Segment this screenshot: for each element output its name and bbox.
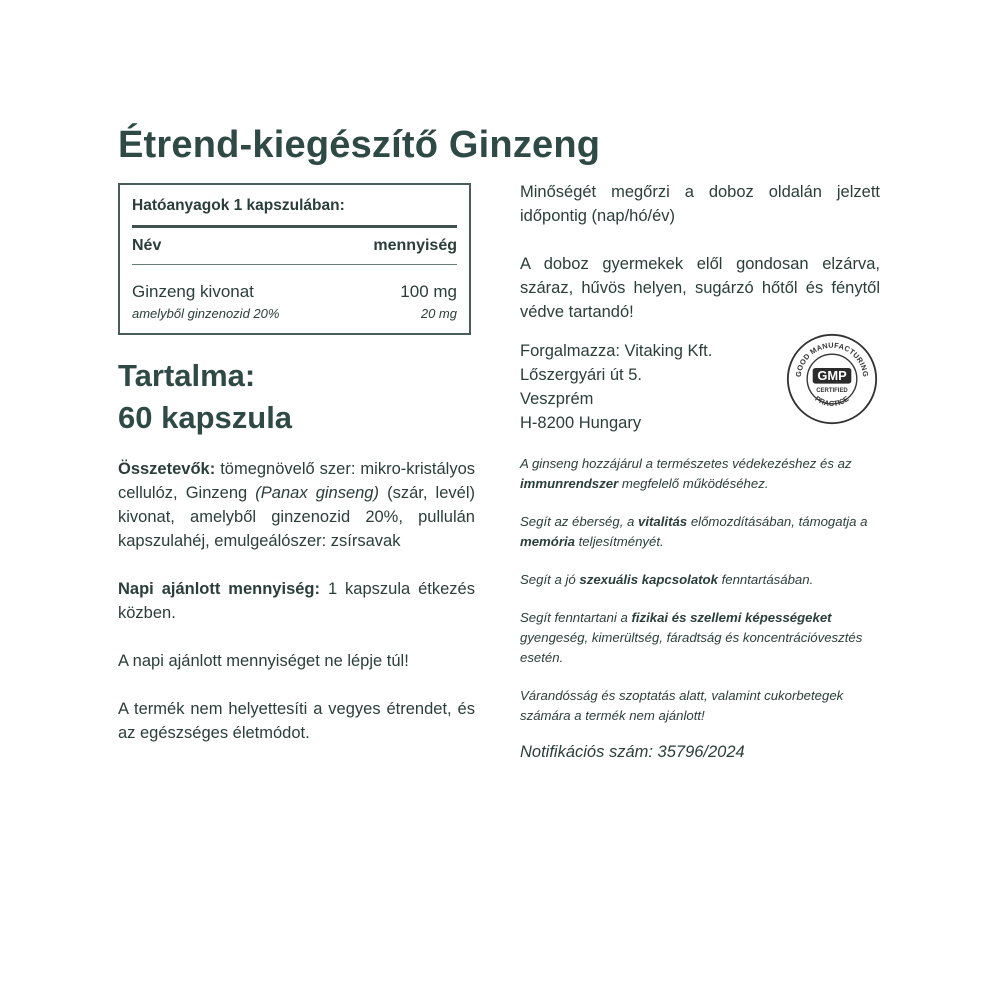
badge-sub-text: CERTIFIED xyxy=(816,387,848,394)
ingredients-paragraph xyxy=(118,457,475,553)
latin-name: (Panax ginseng) xyxy=(255,484,379,502)
column-name-header: Név xyxy=(132,237,162,254)
claim-text: gyengeség, kimerültség, fáradtság és koncentrációvesztés esetén. xyxy=(520,630,863,665)
claim-emphasis: immunrendszer xyxy=(520,476,619,491)
claim-immune xyxy=(520,454,880,494)
gmp-certified-icon xyxy=(786,333,878,425)
claim-warning: Várandósság és szoptatás alatt, valamint cukorbetegek számára a termék nem ajánlott! xyxy=(520,688,844,723)
table-subrow-value: 20 mg xyxy=(420,306,457,321)
contents-label: Tartalma: xyxy=(118,358,256,393)
claim-text: megfelelő működéséhez. xyxy=(618,476,769,491)
warning-text: A napi ajánlott mennyiséget ne lépje túl! xyxy=(118,652,409,670)
claim-text: Segít a jó xyxy=(520,572,580,587)
claim-vitality xyxy=(520,512,880,552)
claim-sexual xyxy=(520,570,880,590)
claim-text: előmozdításában, támogatja a xyxy=(687,514,868,529)
dose-text: 1 kapszula étkezés közben. xyxy=(118,580,475,622)
contents-block xyxy=(118,355,292,439)
diet-note: A termék nem helyettesíti a vegyes étrendet, és az egészséges életmódot. xyxy=(118,700,475,742)
column-quantity-header: mennyiség xyxy=(373,237,457,254)
distributor-address xyxy=(520,339,712,435)
claim-abilities xyxy=(520,608,880,668)
active-ingredients-table xyxy=(118,183,471,335)
claim-emphasis: memória xyxy=(520,534,575,549)
claim-text: A ginseng hozzájárul a természetes védekezéshez és az xyxy=(520,456,852,471)
storage-conditions-text: A doboz gyermekek elől gondosan elzárva, száraz, hűvös helyen, sugárzó hőtől és fénytől védve tartandó! xyxy=(520,255,880,321)
badge-center-text: GMP xyxy=(817,367,847,383)
claim-emphasis: szexuális kapcsolatok xyxy=(579,572,718,587)
table-header: Hatóanyagok 1 kapszulában: xyxy=(132,197,345,214)
badge-top-text: GOOD MANUFACTURING xyxy=(793,340,871,378)
dose-label: Napi ajánlott mennyiség: xyxy=(118,580,320,598)
claim-text: Segít fenntartani a xyxy=(520,610,632,625)
table-row-name: Ginzeng kivonat xyxy=(132,282,254,301)
right-column xyxy=(520,180,880,348)
ingredients-text: tömegnövelő szer: mikro-kristályos cellulóz, Ginzeng xyxy=(118,460,475,502)
badge-bottom-text: PRACTICE xyxy=(813,394,851,409)
claim-text: fenntartásában. xyxy=(717,572,814,587)
ingredients-text-2: (szár, levél) kivonat, amelyből ginzenozid 20%, pullulán kapszulahéj, emulgeálószer: zsírsavak xyxy=(118,484,475,550)
dose-paragraph xyxy=(118,577,475,625)
address-line: Forgalmazza: Vitaking Kft. xyxy=(520,342,713,360)
product-title: Étrend-kiegészítő Ginzeng xyxy=(118,124,601,166)
address-line: Lőszergyári út 5. xyxy=(520,366,642,384)
table-divider xyxy=(132,225,457,228)
health-claims xyxy=(520,454,880,744)
storage-date-text: Minőségét megőrzi a doboz oldalán jelzett időpontig (nap/hó/év) xyxy=(520,183,880,225)
left-column xyxy=(118,457,475,769)
claim-text: teljesítményét. xyxy=(574,534,664,549)
table-divider-thin xyxy=(132,264,457,265)
claim-emphasis: fizikai és szellemi képességeket xyxy=(631,610,832,625)
claim-text: Segít az éberség, a xyxy=(520,514,639,529)
table-row-value: 100 mg xyxy=(400,282,457,301)
address-line: Veszprém xyxy=(520,390,594,408)
notification-number: Notifikációs szám: 35796/2024 xyxy=(520,743,745,761)
address-line: H-8200 Hungary xyxy=(520,414,642,432)
claim-emphasis: vitalitás xyxy=(638,514,688,529)
table-subrow-name: amelyből ginzenozid 20% xyxy=(132,306,280,321)
contents-value: 60 kapszula xyxy=(118,400,293,435)
ingredients-label: Összetevők: xyxy=(118,460,216,478)
